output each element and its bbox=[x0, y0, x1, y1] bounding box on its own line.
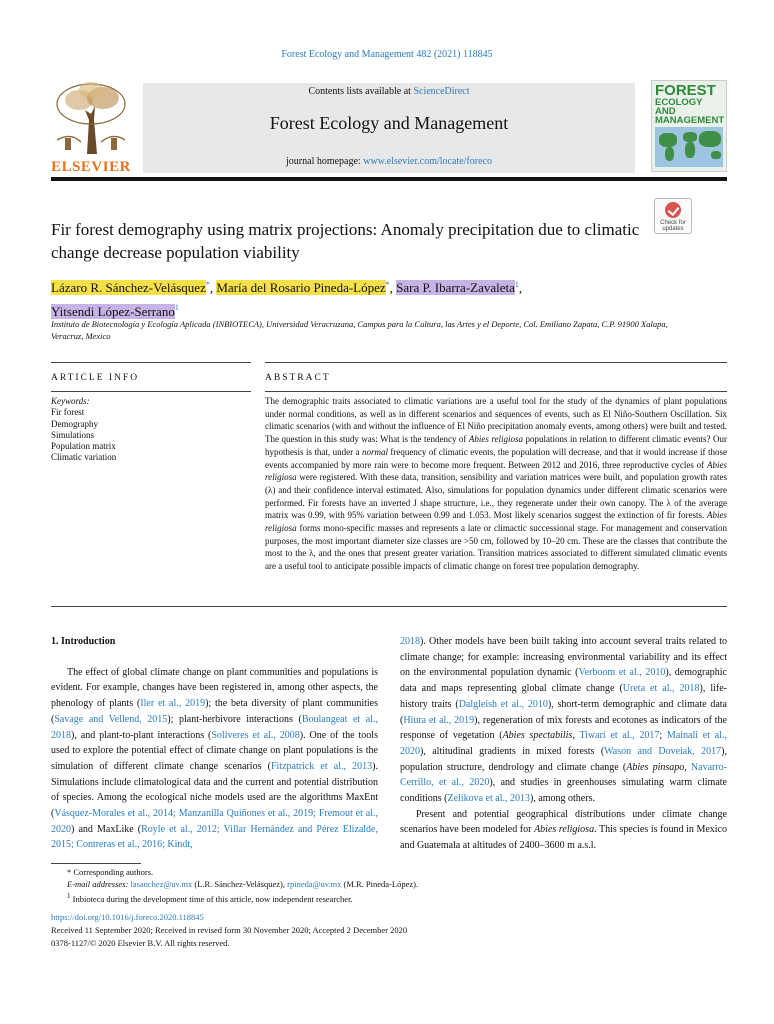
author-name[interactable]: María del Rosario Pineda-López bbox=[216, 280, 386, 296]
author-name[interactable]: Sara P. Ibarra-Zavaleta bbox=[396, 280, 515, 296]
text: ), and plant-to-plant interactions ( bbox=[71, 729, 212, 741]
text: ; bbox=[659, 730, 667, 742]
text: ) and MaxLike ( bbox=[71, 823, 142, 835]
text: ); plant-herbivore interactions ( bbox=[167, 713, 302, 725]
text: ); the beta diversity of plant communities ( bbox=[51, 698, 379, 725]
footnote-rule bbox=[51, 863, 141, 864]
citation-link[interactable]: Royle et al., 2012; Villar Hernández and Pérez Elizalde, 2015; Contreras et al., 2016; Kindt, bbox=[51, 823, 378, 851]
text: , bbox=[572, 730, 580, 742]
keyword: Simulations bbox=[51, 429, 95, 440]
citation-link[interactable]: Vásquez-Morales et al., 2014; Manzanilla Quiñones et al., 2019; Fremout et al., 2020 bbox=[51, 808, 378, 835]
text: . This species is found in Mexico and Guatemala at altitudes of 2400–3600 m a.s.l. bbox=[400, 824, 727, 852]
divider bbox=[51, 606, 727, 607]
abstract-part: frequency of climatic events, the population will decrease, and that it would increase if those events accompanied by more rain were to become more frequent. Between 2012 and 2016, three reproductive cycles of bbox=[265, 446, 727, 470]
footnote-emails bbox=[51, 878, 727, 890]
citation-link[interactable]: Verboom et al., 2010 bbox=[578, 667, 666, 679]
citation-link[interactable]: 2018 bbox=[400, 636, 420, 647]
sciencedirect-link[interactable]: ScienceDirect bbox=[413, 86, 470, 97]
keywords-list bbox=[51, 396, 251, 464]
author-sep: , bbox=[389, 280, 397, 296]
doi-block bbox=[51, 911, 727, 950]
cover-title: FOREST bbox=[655, 82, 716, 99]
author-name[interactable]: Lázaro R. Sánchez-Velásquez bbox=[51, 280, 206, 296]
cover-world-map-icon bbox=[655, 127, 723, 167]
section-heading: 1. Introduction bbox=[51, 636, 116, 647]
citation-link[interactable]: Navarro-Cerrillo, et al., 2020 bbox=[400, 761, 728, 789]
text: ), life-history traits ( bbox=[400, 683, 727, 710]
cover-subtitle: ECOLOGY AND MANAGEMENT bbox=[655, 97, 725, 126]
abstract-heading: ABSTRACT bbox=[265, 373, 331, 383]
copyright: 0378-1127/© 2020 Elsevier B.V. All rights reserved. bbox=[51, 938, 230, 948]
citation-link[interactable]: Ureta et al., 2018 bbox=[622, 683, 700, 695]
footnote-mark: * bbox=[67, 867, 72, 877]
abstract-part: The demographic traits associated to climatic variations are a useful tool for the study of the dynamics of plant populations under normal conditions, as well as in different scenarios and sequences of events, such as El Niño-Southern Oscillation. Six climatic scenarios (with and without the influence of El Niño precipitation anomaly events, among others) were built and tested. The question in this study was: What is the tendency of bbox=[265, 396, 727, 445]
email-link[interactable]: lasanchez@uv.mx bbox=[130, 879, 193, 889]
text: ). Other models have been built taking into account several traits related to climate change; for example: increasing environmental variability and its effect on the environmental population dynamic ( bbox=[400, 636, 727, 679]
abstract-part: were registered. With these data, transition, sensibility and variation matrices were built, and population growth rates (λ) and their confidence interval estimated. Also, simulations for population dynamics under different climatic scenarios were performed. Fir forests have an inverted J shape structure, i.e., they regenerate under their own canopy. The λ of the average matrix was 0.99, with 95% variation between 0.99 and 1.053. Most likely scenarios suggest the extinction of fir forests. bbox=[265, 472, 727, 521]
abstract-part: forms mono-specific masses and represents a late or climactic successional stage. For management and conservation purposes, the most important diameter size classes are >50 cm, followed by 10–20 cm. These are the classes that contribute the most to the λ, and the ones that present greater variation. Transition matrices associated to different simulated climatic events are a useful tool to anticipate possible impacts of climatic change on forest tree population demography. bbox=[265, 523, 727, 572]
author-mark[interactable]: 1 bbox=[174, 303, 179, 313]
intro-left-column bbox=[51, 634, 378, 853]
author-list bbox=[51, 275, 691, 322]
homepage-prefix: journal homepage: bbox=[286, 156, 364, 167]
text: ), short-term demographic and climate data ( bbox=[400, 698, 727, 726]
check-badge-label: Check for updates bbox=[660, 220, 686, 232]
citation-link[interactable]: Tiwari et al., 2017 bbox=[579, 730, 660, 742]
intro-right-column bbox=[400, 634, 727, 854]
species-name: Abies religiosa bbox=[265, 510, 727, 534]
author-sep: , bbox=[209, 280, 217, 296]
footnote-mark: 1 bbox=[67, 892, 71, 900]
text: The effect of global climate change on plant communities and populations is evident. For example, changes have been registered in, among other aspects, the phenology of plants ( bbox=[51, 666, 378, 710]
check-for-updates-badge[interactable] bbox=[654, 198, 692, 234]
citation-link[interactable]: Soliveres et al., 2008 bbox=[211, 729, 300, 741]
divider bbox=[51, 362, 251, 363]
emphasis: normal bbox=[361, 446, 388, 457]
author-mark[interactable]: * bbox=[385, 280, 390, 289]
contents-prefix: Contents lists available at bbox=[308, 86, 414, 97]
text: ). Simulations include climatological data and the current and potential distribution of species. Among the ecological niche models used are the algorithms MaxEnt ( bbox=[51, 760, 378, 820]
text: ), altitudinal gradients in mixed forests ( bbox=[420, 745, 605, 757]
author-sep: , bbox=[518, 280, 523, 296]
check-icon bbox=[665, 202, 681, 218]
footnote-corresponding bbox=[51, 866, 727, 878]
doi-link[interactable]: https://doi.org/10.1016/j.foreco.2020.118845 bbox=[51, 912, 204, 922]
text: (M.R. Pineda-López). bbox=[341, 879, 419, 889]
author-mark[interactable]: 1 bbox=[514, 280, 519, 289]
text: Present and potential geographical distributions under climate change scenarios have been modeled for bbox=[400, 808, 727, 836]
text: ), and studies in greenhouses simulating warm climate conditions ( bbox=[400, 777, 727, 805]
intro-paragraph bbox=[51, 665, 378, 853]
intro-paragraph bbox=[400, 807, 727, 854]
text: ), demographic data and maps representing global climate change ( bbox=[400, 667, 727, 695]
citation-link[interactable]: Zelikova et al., 2013 bbox=[447, 793, 530, 805]
header-rule bbox=[51, 177, 727, 181]
author-mark[interactable]: * bbox=[205, 280, 210, 289]
text: ). One of the tools used to explore the potential effect of climate change on plant populations is the simulation of different climate change scenarios ( bbox=[51, 729, 378, 772]
elsevier-logo bbox=[51, 80, 131, 175]
affiliation: Instituto de Biotecnología y Ecología Aplicada (INBIOTECA), Universidad Veracruzana, Campus para la Cultura, las Artes y el Deporte, Col. Emiliano Zapata, C.P. 91900 Xalapa, Veracruz, Mexico bbox=[51, 319, 668, 341]
abstract-text bbox=[265, 395, 727, 573]
keyword: Population matrix bbox=[51, 441, 116, 452]
citation-link[interactable]: Mainali et al., 2020 bbox=[400, 730, 727, 757]
citation-link[interactable]: Iler et al., 2019 bbox=[140, 698, 206, 710]
author-name[interactable]: Yitsendi López-Serrano bbox=[51, 303, 175, 319]
keyword: Climatic variation bbox=[51, 452, 117, 463]
homepage-line bbox=[143, 156, 635, 167]
citation-link[interactable]: Dalgleish et al., 2010 bbox=[458, 698, 548, 710]
email-label: E-mail addresses: bbox=[67, 879, 129, 889]
citation-link[interactable]: Savage and Vellend, 2015 bbox=[54, 713, 168, 725]
article-title: Fir forest demography using matrix projections: Anomaly precipitation due to climatic change decrease population viability bbox=[51, 220, 640, 262]
article-info-heading: ARTICLE INFO bbox=[51, 373, 140, 383]
text: ), population structure, dendrology and climate change ( bbox=[400, 745, 727, 773]
email-link[interactable]: rpineda@uv.mx bbox=[287, 879, 342, 889]
citation-link[interactable]: Boulangeat et al., 2018 bbox=[51, 713, 378, 741]
text: Corresponding authors. bbox=[73, 867, 154, 877]
received-dates: Received 11 September 2020; Received in revised form 30 November 2020; Accepted 2 December 2020 bbox=[51, 925, 408, 935]
species-name: Abies spectabilis bbox=[502, 730, 573, 742]
keyword: Fir forest bbox=[51, 407, 85, 418]
text: Inbioteca during the development time of this article, now independent researcher. bbox=[72, 893, 353, 904]
citation-link[interactable]: Fitzpatrick et al., 2013 bbox=[270, 760, 373, 772]
species-name: Abies pinsapo bbox=[626, 761, 685, 773]
elsevier-tree-icon bbox=[51, 80, 131, 154]
species-name: Abies religiosa bbox=[265, 459, 727, 483]
text: , bbox=[684, 761, 691, 773]
citation-link[interactable]: Hiura et al., 2019 bbox=[403, 714, 475, 726]
text: ), among others. bbox=[529, 793, 595, 805]
journal-homepage-link[interactable]: www.elsevier.com/locate/foreco bbox=[363, 156, 492, 167]
keywords-label: Keywords: bbox=[51, 396, 90, 406]
contents-line bbox=[143, 86, 635, 97]
elsevier-wordmark: ELSEVIER bbox=[51, 159, 131, 175]
intro-paragraph-cont bbox=[400, 634, 727, 807]
footnotes bbox=[51, 866, 727, 905]
journal-cover[interactable] bbox=[651, 80, 727, 172]
text: (L.R. Sánchez-Velásquez), bbox=[192, 879, 288, 889]
species-name: Abies religiosa bbox=[468, 434, 524, 445]
journal-name: Forest Ecology and Management bbox=[269, 113, 509, 133]
journal-citation[interactable]: Forest Ecology and Management 482 (2021) 118845 bbox=[281, 49, 493, 60]
divider bbox=[265, 362, 727, 363]
citation-link[interactable]: Wason and Doveiak, 2017 bbox=[604, 745, 722, 757]
keyword: Demography bbox=[51, 418, 98, 429]
divider bbox=[51, 391, 251, 392]
divider bbox=[265, 391, 727, 392]
footnote-1 bbox=[51, 890, 727, 905]
abstract-part: populations in relation to different climatic events? Our hypothesis is that, under a bbox=[265, 434, 727, 457]
text: ), regeneration of mix forests and ecotones as indicators of the response of vegetation ( bbox=[400, 714, 727, 742]
species-name: Abies religiosa bbox=[534, 824, 595, 836]
